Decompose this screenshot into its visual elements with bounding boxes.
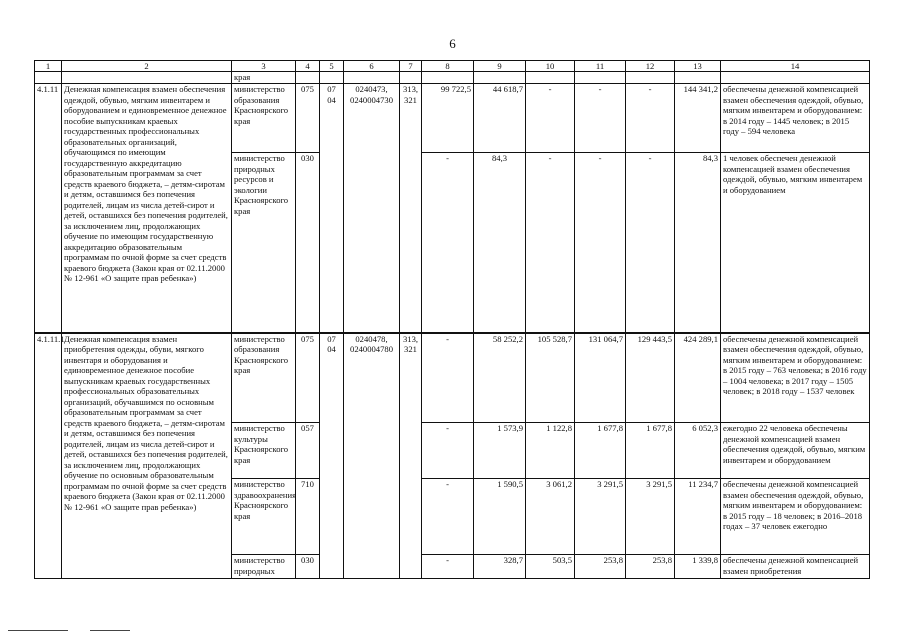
grbs-code: 030: [296, 153, 320, 333]
amount-2017: 253,8: [575, 555, 626, 579]
rzpr-code: 07 04: [320, 333, 344, 579]
amount-2015: 84,3: [474, 153, 526, 333]
amount-2015: 58 252,2: [474, 333, 526, 423]
amount-2014: -: [422, 479, 474, 555]
header-cell: 6: [344, 61, 400, 72]
amount-2016: 105 528,7: [526, 333, 575, 423]
amount-2016: 503,5: [526, 555, 575, 579]
header-cell: 9: [474, 61, 526, 72]
header-cell: 7: [400, 61, 422, 72]
grbs-code: 030: [296, 555, 320, 579]
amount-2017: 1 677,8: [575, 423, 626, 479]
amount-2014: 99 722,5: [422, 84, 474, 153]
row-number: 4.1.11: [35, 84, 62, 333]
grbs-code: 057: [296, 423, 320, 479]
header-cell: 12: [626, 61, 675, 72]
page-number: 6: [449, 36, 456, 51]
amount-2016: -: [526, 153, 575, 333]
amount-total: 6 052,3: [675, 423, 721, 479]
amount-2015: 1 573,9: [474, 423, 526, 479]
measure-description: Денежная компенсация взамен обеспечения одеждой, обувью, мягким инвентарем и оборудованием и единовременное денежное пособие выпускникам краевых государственных профессиональных образовательных организаций, обучающимся по имеющим государственную аккредитацию образовательным программам за счет средств краевого бюджета, – детям-сиротам и детям, оставшимся без попечения родителей, лицам из числа детей-сирот и детей, оставшихся без попечения родителей, за исключением лиц, продолжающих обучение по имеющим государственную аккредитацию образовательным программам по очной форме за счет средств краевого бюджета (Закон края от 02.11.2000 № 12-961 «О защите прав ребенка»): [62, 84, 232, 333]
header-cell: 13: [675, 61, 721, 72]
amount-2017: 3 291,5: [575, 479, 626, 555]
executor: министерство природных ресурсов и экологии Красноярского края: [232, 153, 296, 333]
vr-code: 313, 321: [400, 333, 422, 579]
executor: министерство здравоохранения Красноярского края: [232, 479, 296, 555]
table-row: [35, 333, 870, 423]
csr-code: 0240473, 0240004730: [344, 84, 400, 333]
header-cell: 4: [296, 61, 320, 72]
amount-total: 11 234,7: [675, 479, 721, 555]
amount-2018: 129 443,5: [626, 333, 675, 423]
executor: министерство природных: [232, 555, 296, 579]
header-cell: 1: [35, 61, 62, 72]
header-cell: 11: [575, 61, 626, 72]
executor: министерство образования Красноярского края: [232, 84, 296, 153]
header-cell: 10: [526, 61, 575, 72]
header-cell: 5: [320, 61, 344, 72]
amount-2018: -: [626, 153, 675, 333]
amount-total: 84,3: [675, 153, 721, 333]
budget-table: [34, 60, 870, 579]
amount-total: 424 289,1: [675, 333, 721, 423]
amount-2016: 3 061,2: [526, 479, 575, 555]
expected-result: ежегодно 22 человека обеспечены денежной компенсацией взамен обеспечения одеждой, обувью, мягким инвентарем и оборудованием: [721, 423, 870, 479]
continuation-text: края: [232, 72, 296, 84]
executor: министерство культуры Красноярского края: [232, 423, 296, 479]
amount-2015: 328,7: [474, 555, 526, 579]
header-cell: 3: [232, 61, 296, 72]
expected-result: обеспечены денежной компенсацией взамен обеспечения одеждой, обувью, мягким инвентарем и оборудованием: в 2015 году – 18 человек; в 2016–2018 годах – 37 человек ежегодно: [721, 479, 870, 555]
expected-result: обеспечены денежной компенсацией взамен обеспечения одеждой, обувью, мягким инвентарем и оборудованием: в 2014 году – 1445 человек; в 2015 году – 594 человека: [721, 84, 870, 153]
amount-2017: -: [575, 153, 626, 333]
csr-code: 0240478, 0240004780: [344, 333, 400, 579]
amount-2016: -: [526, 84, 575, 153]
amount-2018: 1 677,8: [626, 423, 675, 479]
amount-total: 1 339,8: [675, 555, 721, 579]
scan-artifact-line: [8, 630, 68, 631]
grbs-code: 710: [296, 479, 320, 555]
amount-2017: 131 064,7: [575, 333, 626, 423]
expected-result: обеспечены денежной компенсацией взамен обеспечения одеждой, обувью, мягким инвентарем и оборудованием: в 2015 году – 763 человека; в 2016 году – 1004 человека; в 2017 году – 1505 человек; в 2018 году – 1537 человек: [721, 333, 870, 423]
measure-description: Денежная компенсация взамен приобретения одежды, обуви, мягкого инвентаря и оборудования и единовременное денежное пособие выпускникам краевых государственных профессиональных образовательных организаций, обучавшимся по основным образовательным программам за счет средств краевого бюджета, – детям-сиротам и детям, оставшимся без попечения родителей, лицам из числа детей-сирот и детей, оставшихся без попечения родителей, за исключением лиц, продолжающих обучение по основным образовательным программам по очной форме за счет средств краевого бюджета (Закон края от 02.11.2000 № 12-961 «О защите прав ребенка»): [62, 333, 232, 579]
row-number: 4.1.11.1: [35, 333, 62, 579]
grbs-code: 075: [296, 84, 320, 153]
header-cell: 2: [62, 61, 232, 72]
amount-2014: -: [422, 153, 474, 333]
expected-result: 1 человек обеспечен денежной компенсацией взамен обеспечения одеждой, обувью, мягким инвентарем и оборудованием: [721, 153, 870, 333]
table-row: [35, 84, 870, 153]
rzpr-code: 07 04: [320, 84, 344, 333]
amount-2014: -: [422, 333, 474, 423]
expected-result: обеспечены денежной компенсацией взамен приобретения: [721, 555, 870, 579]
scan-artifact-line: [90, 630, 130, 631]
amount-2016: 1 122,8: [526, 423, 575, 479]
continuation-row: [35, 72, 870, 84]
amount-2015: 44 618,7: [474, 84, 526, 153]
header-cell: 8: [422, 61, 474, 72]
amount-2017: -: [575, 84, 626, 153]
header-row: [35, 61, 870, 72]
header-cell: 14: [721, 61, 870, 72]
executor: министерство образования Красноярского края: [232, 333, 296, 423]
amount-total: 144 341,2: [675, 84, 721, 153]
amount-2014: -: [422, 555, 474, 579]
amount-2015: 1 590,5: [474, 479, 526, 555]
amount-2018: 253,8: [626, 555, 675, 579]
amount-2018: 3 291,5: [626, 479, 675, 555]
grbs-code: 075: [296, 333, 320, 423]
amount-2018: -: [626, 84, 675, 153]
amount-2014: -: [422, 423, 474, 479]
vr-code: 313, 321: [400, 84, 422, 333]
